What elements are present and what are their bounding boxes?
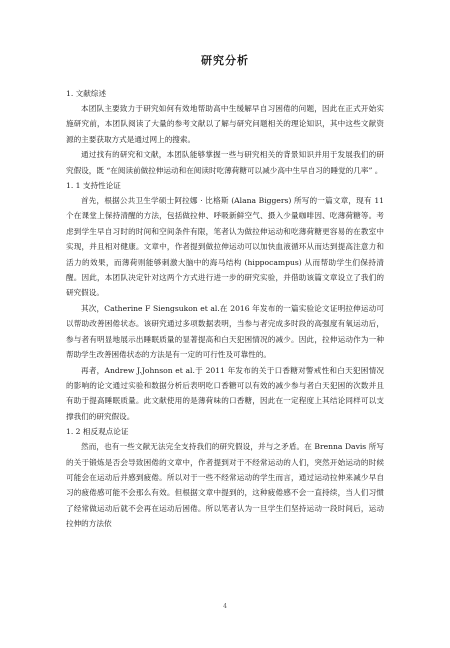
paragraph-support-1: 首先，根据公共卫生学硕士阿拉娜 · 比格斯 (Alana Biggers) 所写的一篇文章，现有 11 个在课堂上保持清醒的方法，包括做拉伸、呼吸新鲜空气、摄入少量咖啡因、吃薄荷糖等。考虑到学生早自习时的时间和空间条件有限，笔者认为做拉伸运动和吃薄荷糖更容易的在教室中实现，并且相对健康。文章中，作者提到做拉伸运动可以加快血液循环从而达到提高注意力和活力的效果，而薄荷则能够刺激大脑中的海马结构 (hippocampus) 从而帮助学生们保持清醒。因此，本团队决定针对这两个方式进行进一步的研究实验，并借助该篇文章设立了我们的研究假设。	[66, 196, 384, 298]
section-heading-supporting: 1. 1 支持性论证	[66, 181, 121, 191]
paragraph-contra-1: 然而，也有一些文献无法完全支持我们的研究假设，并与之矛盾。在 Brenna Davis 所写的关于锻炼是否会导致困倦的文章中，作者提到对于不经常运动的人们，突然开始运动的时候可能会在运动后并感到疲倦。所以对于一些不经常运动的学生而言，通过运动拉伸来减少早自习的疲倦感可能不会那么有效。但根据文章中提到的，这种疲倦感不会一直持续，当人们习惯了经常做运动后就不会再在运动后困倦。所以笔者认为一旦学生们坚持运动一段时间后，运动拉伸的方法依	[66, 442, 384, 529]
page-number: 4	[223, 603, 227, 610]
section-heading-opposing: 1. 2 相反观点论证	[66, 427, 129, 437]
section-heading-literature-review: 1. 文献综述	[66, 89, 107, 98]
paragraph-support-3: 再者，Andrew J.Johnson et al.于 2011 年发布的关于口香糖对警戒性和白天犯困情况的影响的论文通过实验和数据分析后表明吃口香糖可以有效的减少参与者白天犯困的次数并且有助于提高睡眠质量。此文献使用的是薄荷味的口香糖，因此在一定程度上其结论同样可以支撑我们的研究假设。	[66, 365, 384, 421]
paragraph-support-2: 其次，Catherine F Siengsukon et al.在 2016 年发布的一篇实验论文证明拉伸运动可以帮助改善困倦状态。该研究通过多项数据表明，当参与者完成多时段的高强度有氧运动后，参与者有明显地展示出睡眠质量的显著提高和白天犯困情况的减少。因此，拉伸运动作为一种帮助学生改善困倦状态的方法是有一定的可行性及可靠性的。	[66, 303, 384, 360]
paragraph-intro-2: 通过找有的研究和文献，本团队能够掌握一些与研究相关的背景知识并用于发展我们的研究假设，既 “在阅读前做拉伸运动和在阅读时吃薄荷糖可以减少高中生早自习的睡觉的几率” 。	[66, 150, 384, 175]
page-title: 研究分析	[201, 54, 249, 67]
paragraph-intro-1: 本团队主要致力于研究如何有效地帮助高中生缓解早自习困倦的问题，因此在正式开始实施研究前，本团队阅读了大量的参考文献以了解与研究问题相关的理论知识，其中这些文献资源的主要获取方式是通过网上的搜索。	[66, 104, 384, 144]
